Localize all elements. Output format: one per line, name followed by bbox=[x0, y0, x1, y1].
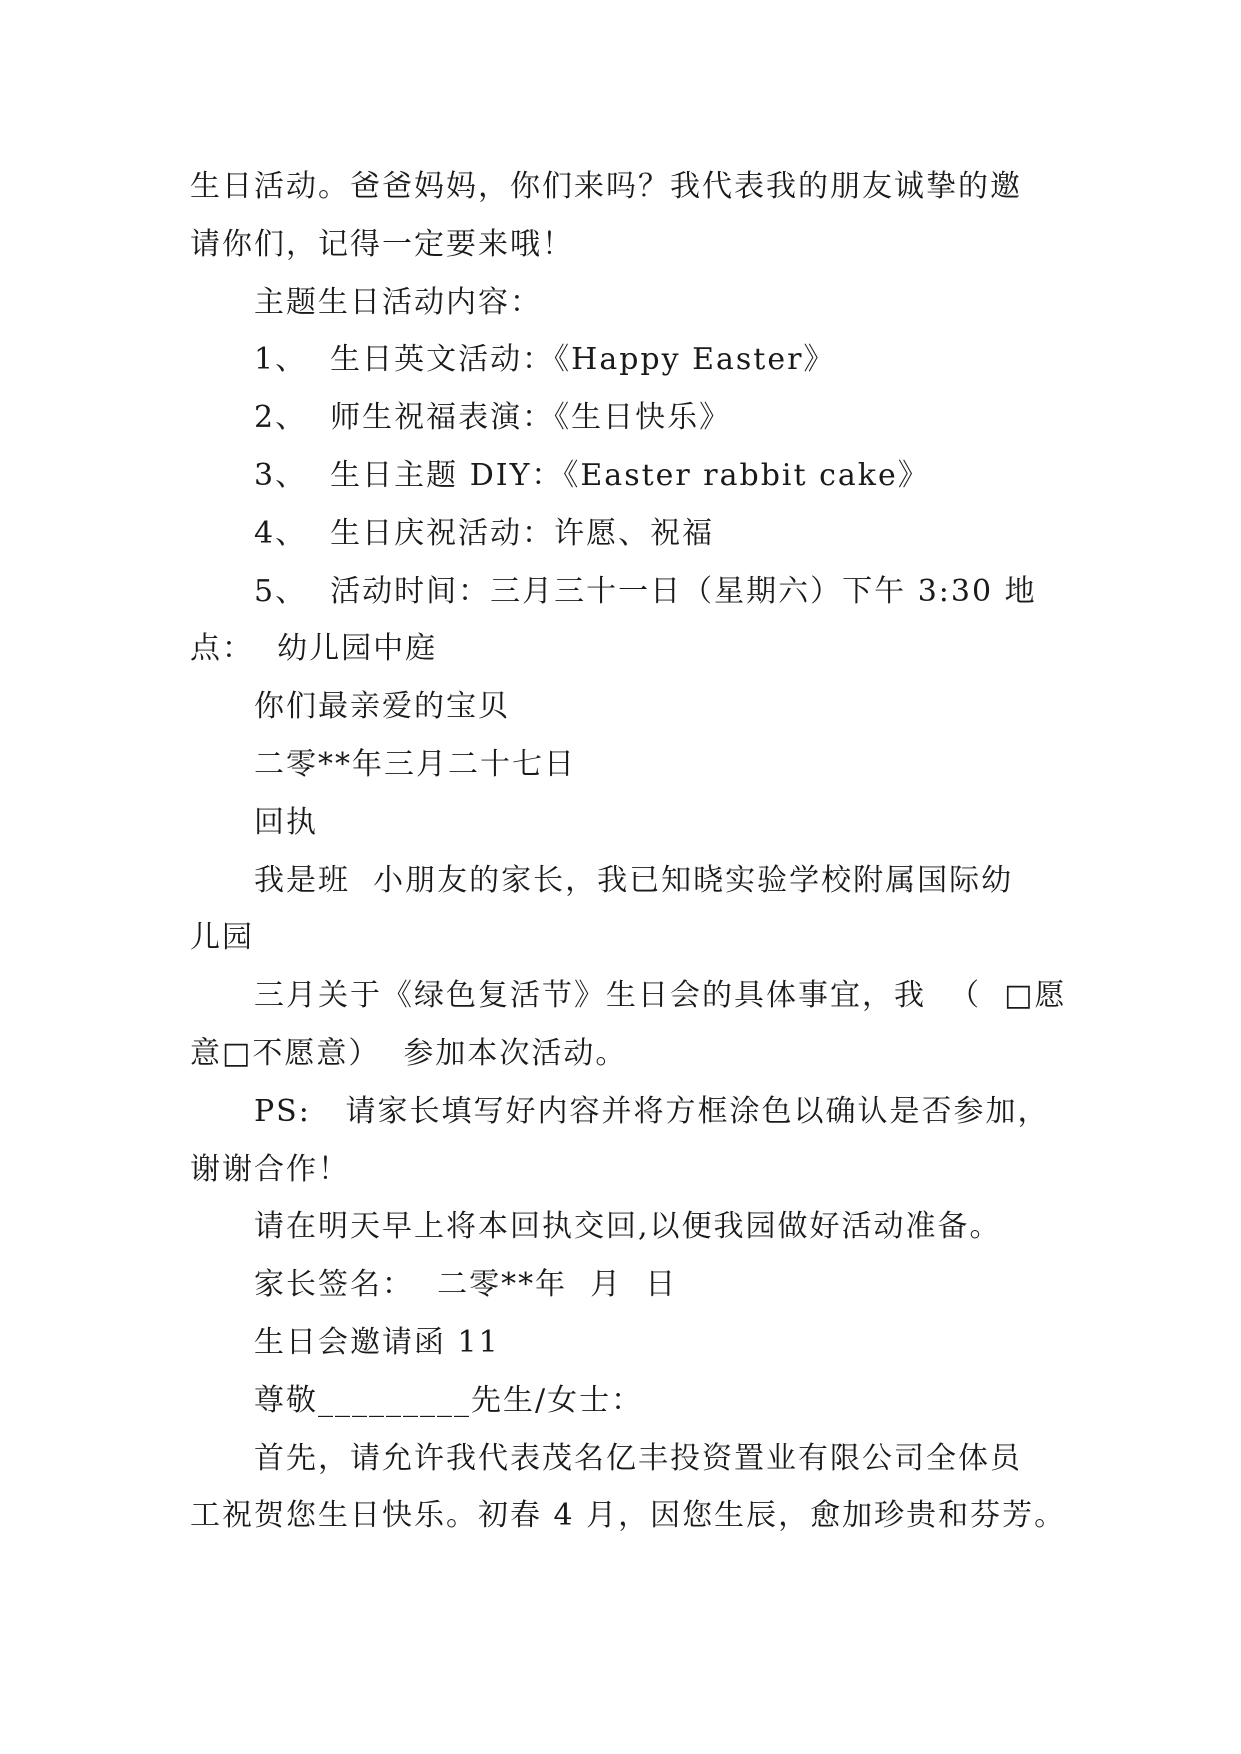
section-heading: 回执 bbox=[254, 804, 318, 840]
text-line: 三月关于《绿色复活节》生日会的具体事宜，我 （ □愿 bbox=[254, 978, 1067, 1014]
text-line: 生日活动。爸爸妈妈，你们来吗？我代表我的朋友诚挚的邀 bbox=[190, 169, 1022, 204]
text-line: 我是班 小朋友的家长，我已知晓实验学校附属国际幼 bbox=[254, 862, 1014, 898]
list-item: 1、 生日英文活动：《Happy Easter》 bbox=[254, 342, 836, 378]
text-line: 工祝贺您生日快乐。初春 4 月，因您生辰，愈加珍贵和芬芳。 bbox=[190, 1498, 1067, 1534]
text-line: 意□不愿意） 参加本次活动。 bbox=[190, 1035, 628, 1071]
signature-line: 你们最亲爱的宝贝 bbox=[254, 689, 510, 725]
text-line: 请你们，记得一定要来哦！ bbox=[190, 226, 574, 262]
text-line: 请在明天早上将本回执交回,以便我园做好活动准备。 bbox=[254, 1209, 1002, 1245]
text-line: 点： 幼儿园中庭 bbox=[190, 631, 438, 667]
list-item: 4、 生日庆祝活动：许愿、祝福 bbox=[254, 515, 715, 551]
salutation-line: 尊敬_________先生/女士： bbox=[254, 1382, 644, 1418]
list-item: 5、 活动时间：三月三十一日（星期六）下午 3:30 地 bbox=[254, 573, 1037, 609]
text-line: 首先，请允许我代表茂名亿丰投资置业有限公司全体员 bbox=[254, 1440, 1022, 1476]
text-line: 儿园 bbox=[190, 920, 254, 956]
text-line: PS: 请家长填写好内容并将方框涂色以确认是否参加， bbox=[254, 1093, 1050, 1129]
list-item: 2、 师生祝福表演：《生日快乐》 bbox=[254, 400, 732, 436]
date-line: 二零**年三月二十七日 bbox=[254, 746, 576, 782]
section-heading: 生日会邀请函 11 bbox=[254, 1324, 500, 1360]
signature-line: 家长签名： 二零**年 月 日 bbox=[254, 1267, 678, 1303]
list-item: 3、 生日主题 DIY：《Easter rabbit cake》 bbox=[254, 457, 930, 493]
document-body bbox=[190, 158, 1067, 1545]
text-line: 谢谢合作！ bbox=[190, 1151, 350, 1187]
text-line: 主题生日活动内容： bbox=[254, 284, 542, 320]
